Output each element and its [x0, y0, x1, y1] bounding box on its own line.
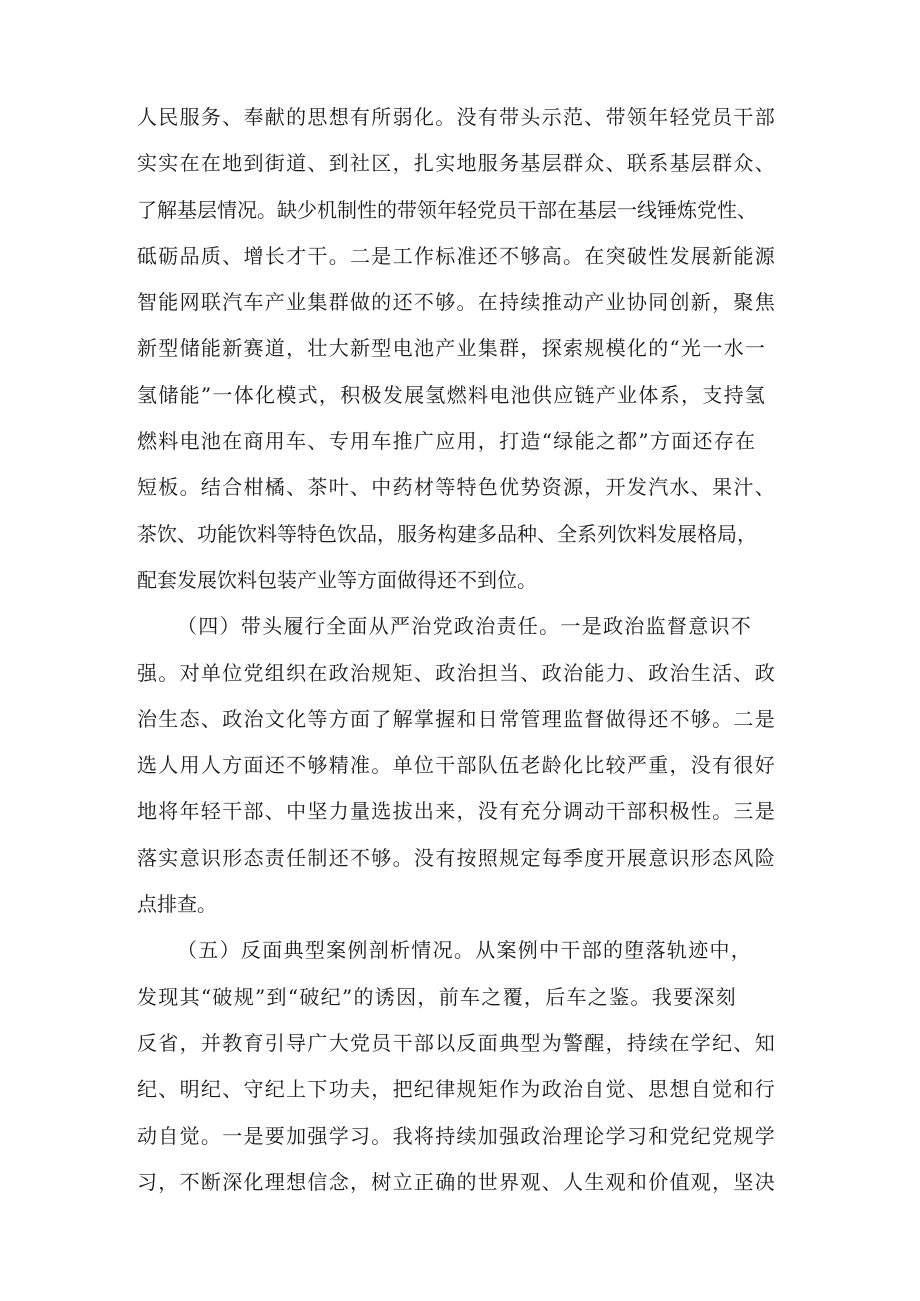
text-line-7: 氢储能”一体化模式，积极发展氢燃料电池供应链产业体系，支持氢 — [137, 382, 767, 407]
text-line-6: 新型储能新赛道，壮大新型电池产业集群，探索规模化的“光一水一 — [137, 336, 767, 361]
text-line-24: 习，不断深化理想信念，树立正确的世界观、人生观和价值观，坚决 — [137, 1169, 776, 1194]
text-line-4: 砥砺品质、增长才干。二是工作标准还不够高。在突破性发展新能源 — [137, 243, 776, 268]
text-line-3: 了解基层情况。缺少机制性的带领年轻党员干部在基层一线锤炼党性、 — [137, 197, 757, 222]
section-heading-5: （五）反面典型案例剖析情况。从案例中干部的堕落轨迹中， — [177, 938, 753, 963]
text-line-18: 点排查。 — [137, 892, 217, 917]
text-line-20: 发现其“破规”到“破纪”的诱因，前车之覆，后车之鉴。我要深刻 — [137, 984, 737, 1009]
text-line-16: 地将年轻干部、中坚力量选拔出来，没有充分调动干部积极性。三是 — [137, 799, 776, 824]
text-line-23: 动自觉。一是要加强学习。我将持续加强政治理论学习和党纪党规学 — [137, 1123, 776, 1148]
text-line-5: 智能网联汽车产业集群做的还不够。在持续推动产业协同创新，聚焦 — [137, 290, 776, 315]
text-line-9: 短板。结合柑橘、茶叶、中药材等特色优势资源，开发汽水、果汁、 — [137, 475, 776, 500]
text-line-11: 配套发展饮料包装产业等方面做得还不到位。 — [137, 567, 537, 592]
text-line-14: 治生态、政治文化等方面了解掌握和日常管理监督做得还不够。二是 — [137, 706, 776, 731]
text-line-17: 落实意识形态责任制还不够。没有按照规定每季度开展意识形态风险 — [137, 845, 776, 870]
text-line-2: 实实在在地到街道、到社区，扎实地服务基层群众、联系基层群众、 — [137, 151, 776, 176]
text-line-1: 人民服务、奉献的思想有所弱化。没有带头示范、带领年轻党员干部 — [137, 105, 776, 129]
text-line-13: 强。对单位党组织在政治规矩、政治担当、政治能力、政治生活、政 — [137, 660, 776, 685]
section-heading-4: （四）带头履行全面从严治党政治责任。一是政治监督意识不 — [177, 614, 753, 639]
text-line-22: 纪、明纪、守纪上下功夫，把纪律规矩作为政治自觉、思想自觉和行 — [137, 1077, 776, 1102]
text-line-10: 茶饮、功能饮料等特色饮品，服务构建多品种、全系列饮料发展格局， — [137, 521, 757, 546]
text-line-8: 燃料电池在商用车、专用车推广应用，打造“绿能之都”方面还存在 — [137, 429, 757, 454]
text-line-21: 反省，并教育引导广大党员干部以反面典型为警醒，持续在学纪、知 — [137, 1030, 776, 1055]
text-line-15: 选人用人方面还不够精准。单位干部队伍老龄化比较严重，没有很好 — [137, 753, 776, 778]
document-body — [137, 94, 787, 1205]
